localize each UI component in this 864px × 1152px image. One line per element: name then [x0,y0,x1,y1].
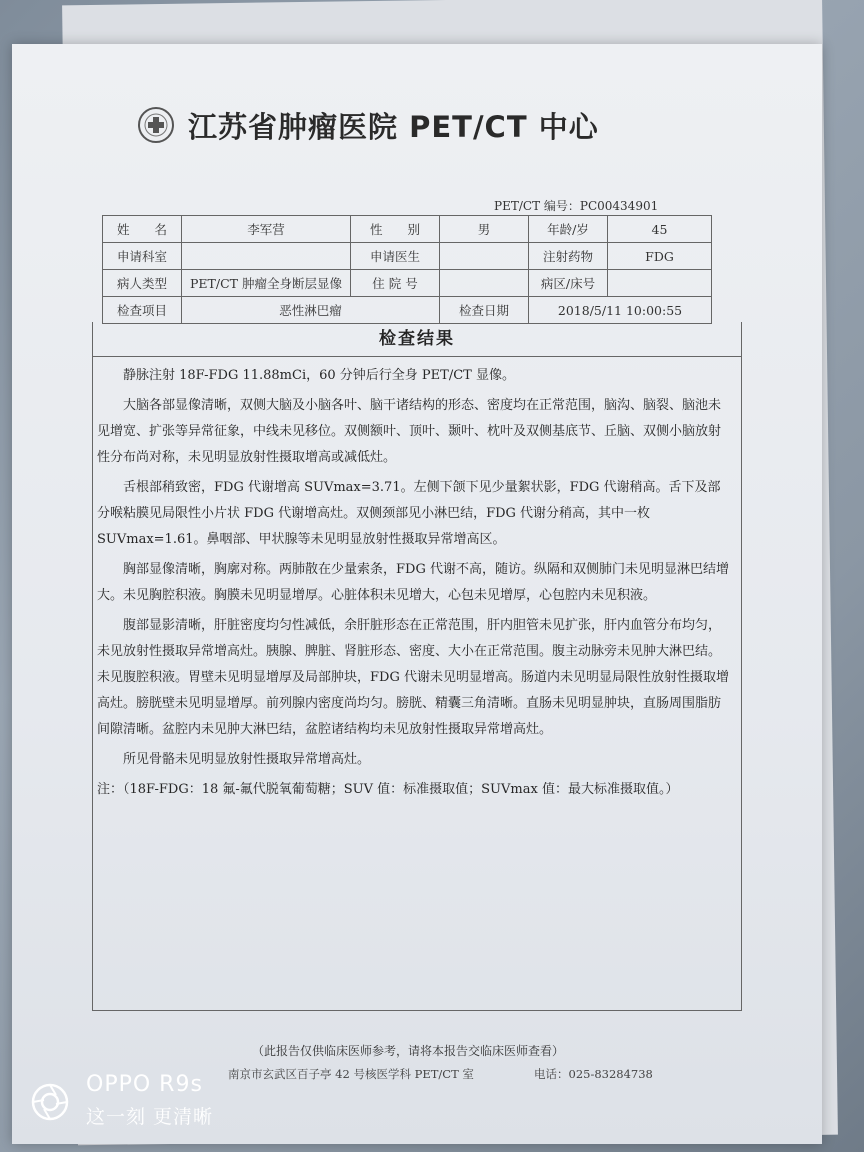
age-value: 45 [608,216,712,243]
gender-value: 男 [440,216,529,243]
ward-value [608,270,712,297]
camera-slogan: 这一刻 更清晰 [86,1106,214,1128]
exam-date-value: 2018/5/11 10:00:55 [529,297,712,324]
patient-type-value: PET/CT 肿瘤全身断层显像 [182,270,351,297]
doctor-label: 申请医生 [351,243,440,270]
camera-model: OPPO R9s [86,1072,203,1097]
dept-value [182,243,351,270]
table-row [103,297,712,324]
result-paragraph-bone: 所见骨骼未见明显放射性摄取异常增高灶。 [123,752,371,767]
patient-info-table [102,215,712,324]
result-paragraph-chest: 胸部显像清晰，胸廓对称。两肺散在少量索条，FDG 代谢不高，随访。纵隔和双侧肺门未见明显淋巴结增大。未见胸腔积液。胸膜未见明显增厚。心脏体积未见增大，心包未见增厚，心包腔内未见积液。 [97,562,729,603]
table-row [103,243,712,270]
report-header [132,103,692,147]
footer-phone: 电话：025-83284738 [534,1067,653,1081]
exam-item-value: 恶性淋巴瘤 [182,297,440,324]
drug-label: 注射药物 [529,243,608,270]
inpatient-label: 住 院 号 [351,270,440,297]
dept-label: 申请科室 [103,243,182,270]
patient-type-label: 病人类型 [103,270,182,297]
name-value: 李军营 [182,216,351,243]
ward-label: 病区/床号 [529,270,608,297]
camera-brand-icon [30,1082,70,1122]
page-title: 江苏省肿瘤医院 PET/CT 中心 [188,109,599,144]
exam-date-label: 检查日期 [440,297,529,324]
inpatient-value [440,270,529,297]
result-paragraph-brain: 大脑各部显像清晰，双侧大脑及小脑各叶、脑干诸结构的形态、密度均在正常范围，脑沟、脑裂、脑池未见增宽、扩张等异常征象，中线未见移位。双侧额叶、顶叶、颞叶、枕叶及双侧基底节、丘脑、双侧小脑放射性分布尚对称，未见明显放射性摄取增高或减低灶。 [97,398,722,465]
report-number-label: PET/CT 编号： [494,199,580,213]
result-paragraph-head-neck: 舌根部稍致密，FDG 代谢增高 SUVmax=3.71。左侧下颌下见少量絮状影，FDG 代谢稍高。舌下及部分喉粘膜见局限性小片状 FDG 代谢增高灶。双侧颈部见小淋巴结，FDG 代谢分稍高，其中一枚 SUVmax=1.61。鼻咽部、甲状腺等未见明显放射性摄取异常增高区。 [97,480,721,547]
report-number [494,197,658,214]
footer-address: 南京市玄武区百子亭 42 号核医学科 PET/CT 室 [228,1067,474,1081]
result-paragraph-abdomen: 腹部显影清晰，肝脏密度均匀性减低，余肝脏形态在正常范围，肝内胆管未见扩张，肝内血管分布均匀，未见放射性摄取异常增高灶。胰腺、脾脏、肾脏形态、密度、大小在正常范围。腹主动脉旁未见肿大淋巴结。未见腹腔积液。胃壁未见明显增厚及局部肿块，FDG 代谢未见明显增高。肠道内未见明显局限性放射性摄取增高灶。膀胱壁未见明显增厚。前列腺内密度尚均匀。膀胱、精囊三角清晰。直肠未见明显肿块，直肠周围脂肪间隙清晰。盆腔内未见肿大淋巴结，盆腔诸结构均未见放射性摄取异常增高灶。 [97,618,729,737]
doctor-value [440,243,529,270]
hospital-logo-icon [132,105,180,145]
footer-disclaimer: （此报告仅供临床医师参考，请将本报告交临床医师查看） [252,1044,565,1058]
results-heading: 检查结果 [93,322,741,357]
name-label: 姓 名 [103,216,182,243]
report-number-value: PC00434901 [579,199,659,213]
age-label: 年龄/岁 [529,216,608,243]
camera-watermark [30,1074,270,1134]
gender-label: 性 别 [351,216,440,243]
results-body [93,357,741,803]
result-paragraph-injection: 静脉注射 18F-FDG 11.88mCi，60 分钟后行全身 PET/CT 显像。 [123,368,515,383]
results-section [92,322,742,1011]
table-row [103,270,712,297]
drug-value: FDG [608,243,712,270]
result-note: 注：（18F-FDG：18 氟-氟代脱氧葡萄糖；SUV 值：标准摄取值；SUVmax 值：最大标准摄取值。） [97,782,679,797]
table-row [103,216,712,243]
exam-item-label: 检查项目 [103,297,182,324]
